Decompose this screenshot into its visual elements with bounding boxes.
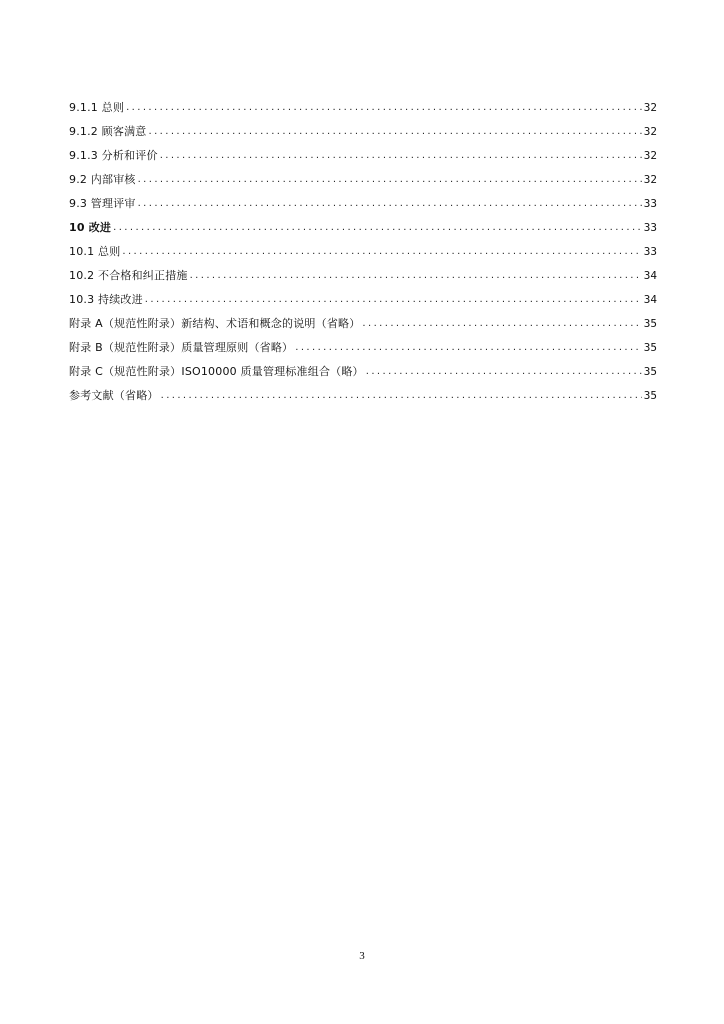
toc-entry[interactable]: [69, 308, 657, 332]
toc-leader-dots: [160, 148, 642, 164]
toc-entry[interactable]: [69, 332, 657, 356]
toc-chapter-entry[interactable]: [69, 212, 657, 236]
toc-entry[interactable]: [69, 236, 657, 260]
toc-leader-dots: [362, 316, 641, 332]
toc-entry-page: 35: [643, 389, 657, 402]
toc-entry-page: 33: [643, 221, 657, 234]
toc-entry-title: 10.1 总则: [69, 245, 121, 258]
toc-entry-page: 33: [643, 197, 657, 210]
toc-entry[interactable]: [69, 116, 657, 140]
table-of-contents: [69, 92, 657, 404]
toc-entry-title: 9.2 内部审核: [69, 173, 136, 186]
toc-leader-dots: [295, 340, 642, 356]
toc-entry[interactable]: [69, 92, 657, 116]
toc-entry[interactable]: [69, 284, 657, 308]
toc-entry-page: 35: [643, 341, 657, 354]
toc-entry-page: 32: [643, 149, 657, 162]
toc-entry-page: 32: [643, 125, 657, 138]
toc-entry[interactable]: [69, 260, 657, 284]
toc-entry-title: 附录 B（规范性附录）质量管理原则（省略）: [69, 341, 294, 354]
toc-entry-page: 34: [643, 269, 657, 282]
toc-leader-dots: [138, 172, 642, 188]
toc-entry-title: 9.1.3 分析和评价: [69, 149, 158, 162]
toc-leader-dots: [366, 364, 642, 380]
toc-entry-page: 34: [643, 293, 657, 306]
toc-leader-dots: [161, 388, 642, 404]
toc-entry-page: 32: [643, 173, 657, 186]
toc-entry-page: 33: [643, 245, 657, 258]
toc-entry-title: 附录 C（规范性附录）ISO10000 质量管理标准组合（略）: [69, 365, 364, 378]
toc-leader-dots: [149, 124, 642, 140]
toc-entry-page: 35: [643, 365, 657, 378]
toc-leader-dots: [190, 268, 642, 284]
toc-entry-title: 10.3 持续改进: [69, 293, 143, 306]
toc-leader-dots: [122, 244, 641, 260]
toc-entry[interactable]: [69, 356, 657, 380]
toc-entry[interactable]: [69, 188, 657, 212]
toc-entry-title: 9.1.1 总则: [69, 101, 125, 114]
toc-entry-title: 参考文献（省略）: [69, 389, 159, 402]
toc-leader-dots: [113, 220, 642, 236]
toc-entry-title: 附录 A（规范性附录）新结构、术语和概念的说明（省略）: [69, 317, 361, 330]
toc-entry[interactable]: [69, 140, 657, 164]
toc-entry[interactable]: [69, 380, 657, 404]
toc-leader-dots: [145, 292, 642, 308]
page-number: 3: [359, 950, 365, 962]
toc-entry-title: 10.2 不合格和纠正措施: [69, 269, 188, 282]
toc-leader-dots: [138, 196, 642, 212]
toc-entry-page: 32: [643, 101, 657, 114]
toc-entry-title: 9.1.2 顾客满意: [69, 125, 147, 138]
toc-entry[interactable]: [69, 164, 657, 188]
toc-entry-page: 35: [643, 317, 657, 330]
toc-entry-title: 9.3 管理评审: [69, 197, 136, 210]
toc-leader-dots: [126, 100, 642, 116]
toc-entry-title: 10 改进: [69, 221, 112, 234]
